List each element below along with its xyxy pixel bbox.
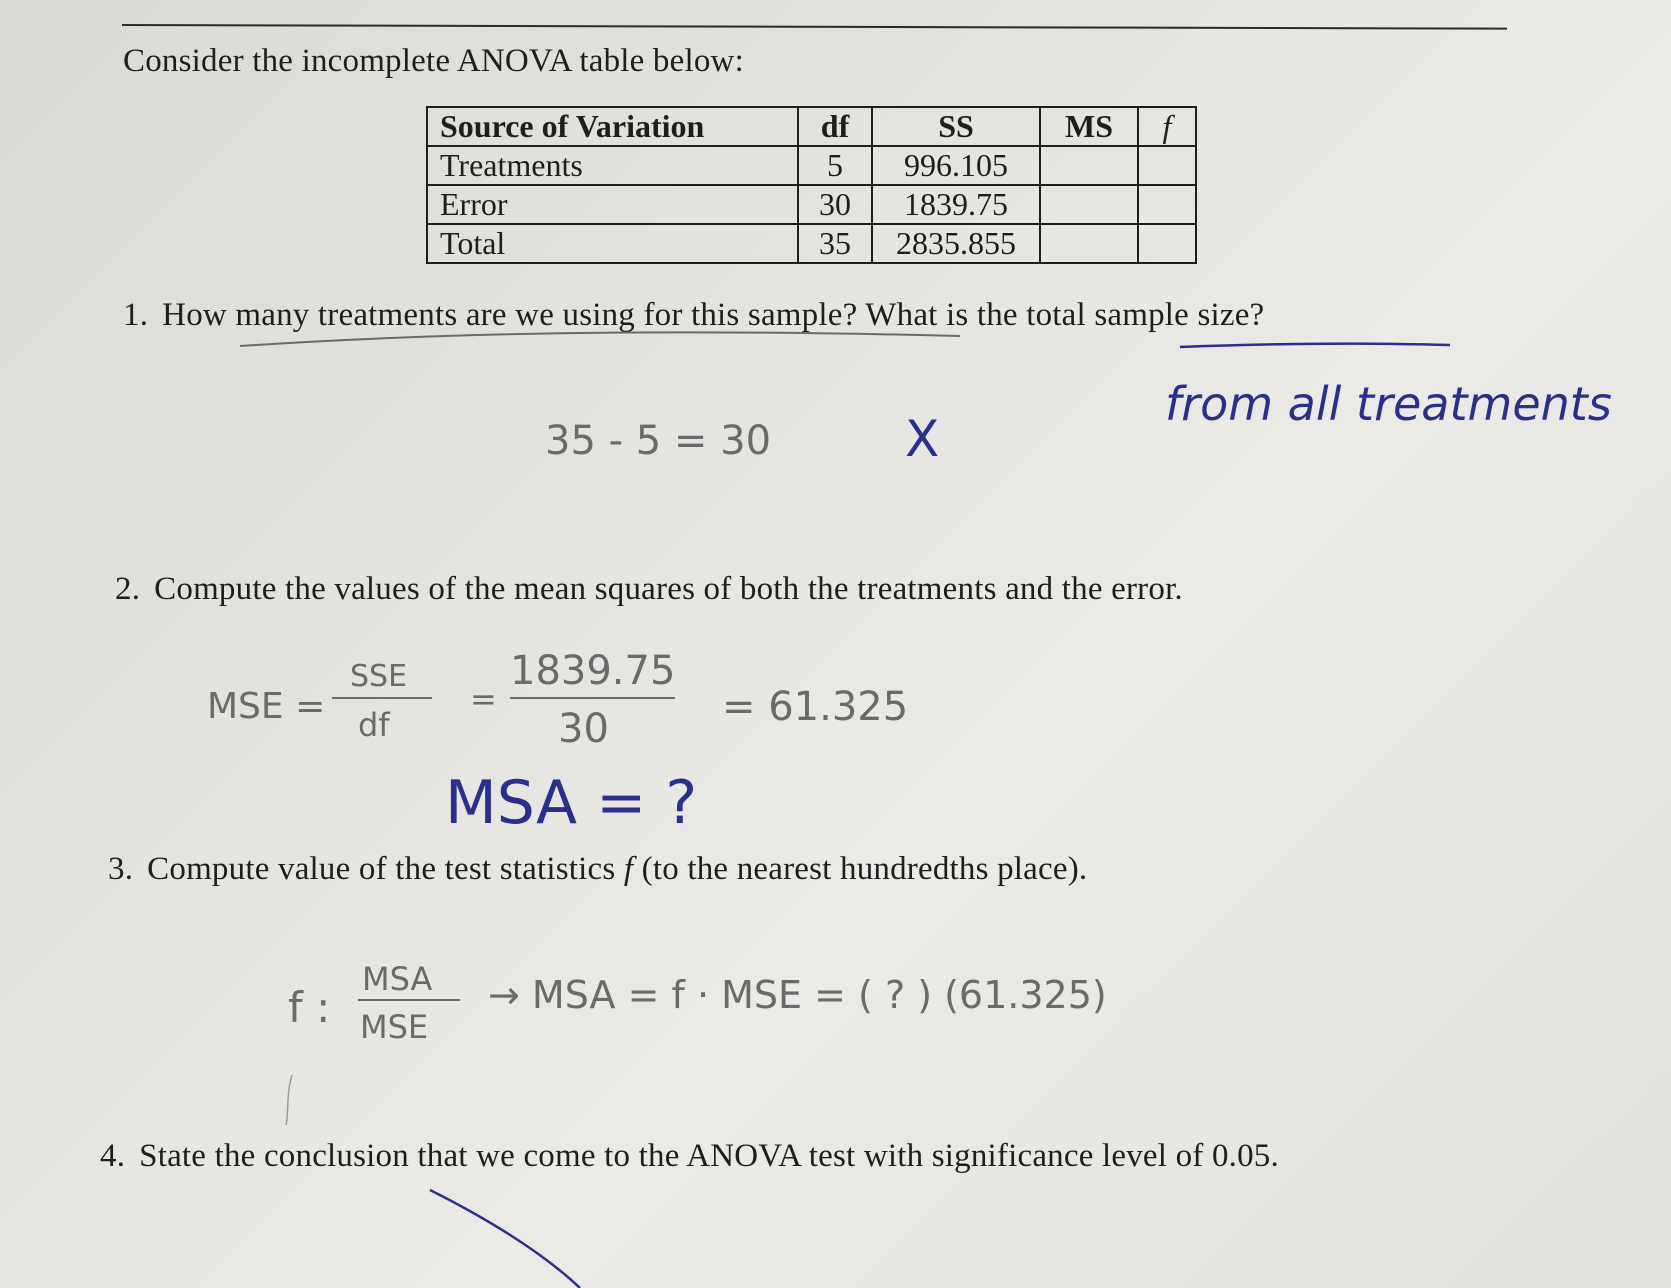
header-ss: SS: [872, 107, 1040, 146]
header-df: df: [798, 107, 872, 146]
question-number: 2.: [115, 571, 141, 607]
q1-note: from all treatments: [1165, 377, 1612, 431]
q1-wrong-mark: X: [905, 410, 940, 468]
stray-ink-stroke: [430, 1190, 580, 1288]
fraction-3-numerator: MSA: [362, 960, 433, 998]
fraction-3-denominator: MSE: [360, 1008, 429, 1046]
mse-label: MSE =: [207, 686, 326, 727]
f-label: f :: [288, 983, 331, 1032]
fraction-1-denominator: df: [358, 706, 390, 744]
f-symbol: f: [623, 851, 634, 887]
header-source: Source of Variation: [427, 107, 798, 146]
cell-ss: 996.105: [872, 146, 1040, 185]
equals-sign: =: [470, 680, 497, 718]
question-text-end: (to the nearest hundredths place).: [633, 851, 1088, 887]
cell-ss: 2835.855: [872, 224, 1040, 263]
cell-source: Total: [427, 224, 798, 263]
msa-question: MSA = ?: [445, 768, 698, 838]
intro-text: Consider the incomplete ANOVA table below:: [123, 43, 744, 79]
cell-source: Treatments: [427, 146, 798, 185]
cell-df: 5: [798, 146, 872, 185]
header-ms: MS: [1040, 107, 1138, 146]
question-text: How many treatments are we using for this sample? What is the total sample size?: [162, 297, 1265, 333]
question-number: 1.: [123, 297, 149, 333]
fraction-2-denominator: 30: [558, 706, 609, 752]
fraction-1-numerator: SSE: [350, 659, 408, 694]
fraction-2-numerator: 1839.75: [510, 648, 676, 694]
cell-ss: 1839.75: [872, 185, 1040, 224]
underline-ink-mark: [1180, 344, 1450, 347]
question-number: 4.: [100, 1138, 126, 1174]
f-rearranged: → MSA = f · MSE = ( ? ) (61.325): [488, 973, 1107, 1017]
stray-pencil-mark: [286, 1075, 292, 1125]
cell-source: Error: [427, 185, 798, 224]
question-text: State the conclusion that we come to the ANOVA test with significance level of 0.05.: [139, 1138, 1279, 1174]
q1-calculation: 35 - 5 = 30: [545, 418, 772, 464]
cell-df: 30: [798, 185, 872, 224]
question-number: 3.: [108, 851, 134, 887]
question-text-start: Compute value of the test statistics: [147, 851, 624, 887]
mse-result: = 61.325: [722, 684, 909, 730]
underline-pencil-mark: [240, 332, 960, 346]
cell-df: 35: [798, 224, 872, 263]
question-text: Compute the values of the mean squares of both the treatments and the error.: [154, 571, 1183, 607]
header-f: f: [1138, 107, 1196, 146]
